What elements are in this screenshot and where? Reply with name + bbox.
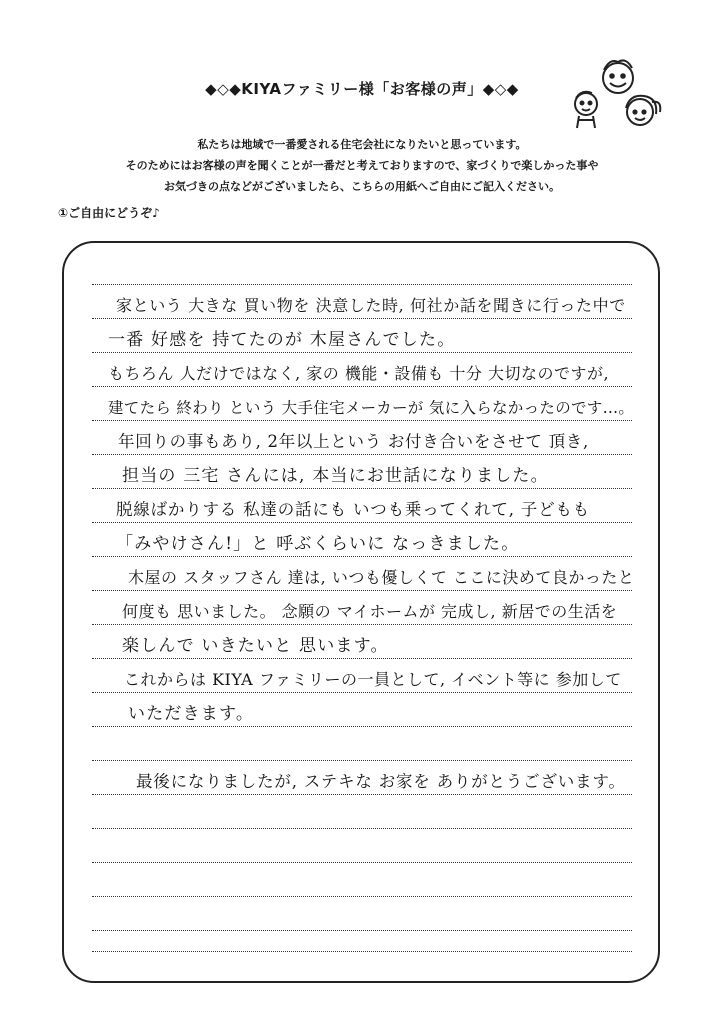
intro-line: そのためにはお客様の声を聞くことが一番だと考えておりますので、家づくりで楽しかった事や (125, 159, 599, 172)
letter-line: いただきます。 (128, 704, 255, 724)
letter-line: 家という 大きな 買い物を 決意した時, 何社か話を聞きに行った中で (116, 296, 626, 315)
letter-line: もちろん 人だけではなく, 家の 機能・設備も 十分 大切なのですが, (108, 364, 610, 383)
letter-line: 建てたら 終わり という 大手住宅メーカーが 気に入らなかったのです…。 (108, 399, 635, 417)
letter-line: 「みやけさん!」と 呼ぶくらいに なっきました。 (116, 534, 520, 554)
letter-line: 木屋の スタッフさん 達は, いつも優しくて ここに決めて良かったと (128, 568, 635, 587)
intro-line: 私たちは地域で一番愛される住宅会社になりたいと思っています。 (197, 138, 527, 151)
letter-line: 一番 好感を 持てたのが 木屋さんでした。 (108, 330, 456, 350)
letter-line: 脱線ばかりする 私達の話にも いつも乗ってくれて, 子どもも (116, 500, 590, 519)
letter-line: 何度も 思いました。 念願の マイホームが 完成し, 新居での生活を (122, 602, 618, 621)
form-title: ◆◇◆KIYAファミリー様「お客様の声」◆◇◆ (205, 80, 519, 98)
intro-line: お気づきの点などがございましたら、こちらの用紙へご自由にご記入ください。 (164, 180, 560, 193)
letter-line: 担当の 三宅 さんには, 本当にお世話になりました。 (122, 466, 549, 486)
letter-line: これからは KIYA ファミリーの一員として, イベント等に 参加して (124, 670, 622, 689)
letter-line: 年回りの事もあり, 2年以上という お付き合いをさせて 頂き, (118, 432, 589, 451)
letter-line: 楽しんで いきたいと 思います。 (122, 636, 389, 656)
letter-line: 最後になりましたが, ステキな お家を ありがとうございます。 (136, 772, 626, 791)
free-comment-prompt: ①ご自由にどうぞ♪ (58, 206, 160, 220)
